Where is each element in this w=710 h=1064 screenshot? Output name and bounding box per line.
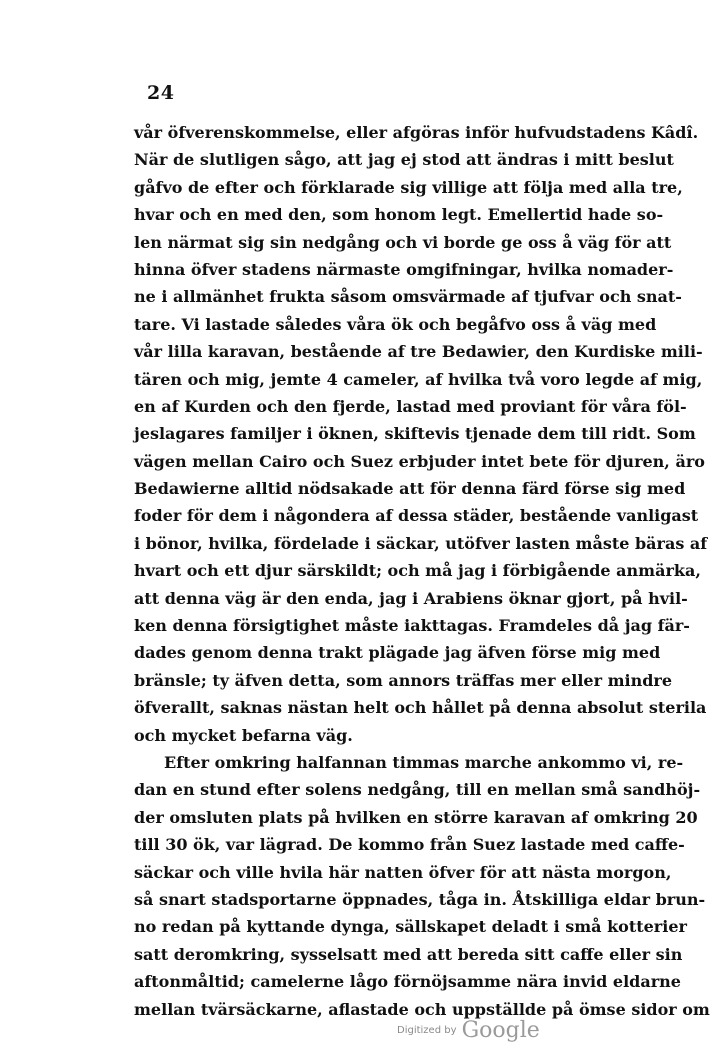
paragraph xyxy=(134,749,710,1023)
text-line: Bedawierne alltid nödsakade att för denna färd förse sig med xyxy=(134,479,686,499)
text-line: en af Kurden och den fjerde, lastad med proviant för våra föl- xyxy=(134,396,687,416)
text-line: satt deromkring, sysselsatt med att bereda sitt caffe eller sin xyxy=(134,944,683,964)
text-line: ken denna försigtighet måste iakttagas. Framdeles då jag fär- xyxy=(134,616,690,636)
text-line: Efter omkring halfannan timmas marche ankommo vi, re- xyxy=(164,752,684,772)
text-line: hinna öfver stadens närmaste omgifningar, hvilka nomader- xyxy=(134,259,674,279)
text-line: no redan på kyttande dynga, sällskapet deladt i små kotterier xyxy=(134,917,687,937)
google-logo: Google xyxy=(461,1018,540,1043)
text-line: till 30 ök, var lägrad. De kommo från Suez lastade med caffe- xyxy=(134,835,685,855)
text-line: så snart stadsportarne öppnades, tåga in. Åtskilliga eldar brun- xyxy=(134,889,706,909)
text-line: i bönor, hvilka, fördelade i säckar, utöfver lasten måste bäras af xyxy=(134,533,708,553)
body-text xyxy=(134,119,710,1023)
paragraph xyxy=(134,119,708,749)
text-line: vägen mellan Cairo och Suez erbjuder intet bete för djuren, äro xyxy=(134,451,705,471)
text-line: vår lilla karavan, bestående af tre Bedawier, den Kurdiske mili- xyxy=(134,342,703,362)
text-line: jeslagares familjer i öknen, skiftevis tjenade dem till ridt. Som xyxy=(134,424,696,444)
text-line: len närmat sig sin nedgång och vi borde ge oss å väg för att xyxy=(134,232,672,252)
digitization-watermark xyxy=(397,1018,540,1043)
text-line: dan en stund efter solens nedgång, till en mellan små sandhöj- xyxy=(134,780,701,800)
text-line: foder för dem i någondera af dessa städer, bestående vanligast xyxy=(134,506,699,526)
text-line: dades genom denna trakt plägade jag äfven förse mig med xyxy=(134,643,661,663)
text-line: mellan tvärsäckarne, aflastade och uppställde på ömse sidor om xyxy=(134,999,710,1019)
text-line: att denna väg är den enda, jag i Arabiens öknar gjort, på hvil- xyxy=(134,588,688,608)
text-line: gåfvo de efter och förklarade sig villige att följa med alla tre, xyxy=(134,177,683,197)
digitized-by-label: Digitized by xyxy=(397,1025,457,1036)
text-line: bränsle; ty äfven detta, som annors träffas mer eller mindre xyxy=(134,670,673,690)
page-number: 24 xyxy=(147,82,175,104)
text-line: När de slutligen sågo, att jag ej stod att ändras i mitt beslut xyxy=(134,150,674,170)
text-line: der omsluten plats på hvilken en större karavan af omkring 20 xyxy=(134,807,698,827)
text-line: hvart och ett djur särskildt; och må jag i förbigående anmärka, xyxy=(134,561,701,581)
text-line: ne i allmänhet frukta såsom omsvärmade af tjufvar och snat- xyxy=(134,287,682,307)
text-line: öfverallt, saknas nästan helt och hållet på denna absolut sterila xyxy=(134,698,707,718)
text-line: hvar och en med den, som honom legt. Emellertid hade so- xyxy=(134,205,664,225)
text-line: och mycket befarna väg. xyxy=(134,725,353,745)
text-line: vår öfverenskommelse, eller afgöras inför hufvudstadens Kâdî. xyxy=(134,123,699,142)
text-line: tären och mig, jemte 4 cameler, af hvilka två voro legde af mig, xyxy=(134,369,703,389)
text-line: aftonmåltid; camelerne lågo förnöjsamme nära invid eldarne xyxy=(134,972,681,992)
text-line: säckar och ville hvila här natten öfver för att nästa morgon, xyxy=(134,862,672,882)
text-line: tare. Vi lastade således våra ök och begåfvo oss å väg med xyxy=(134,314,657,334)
